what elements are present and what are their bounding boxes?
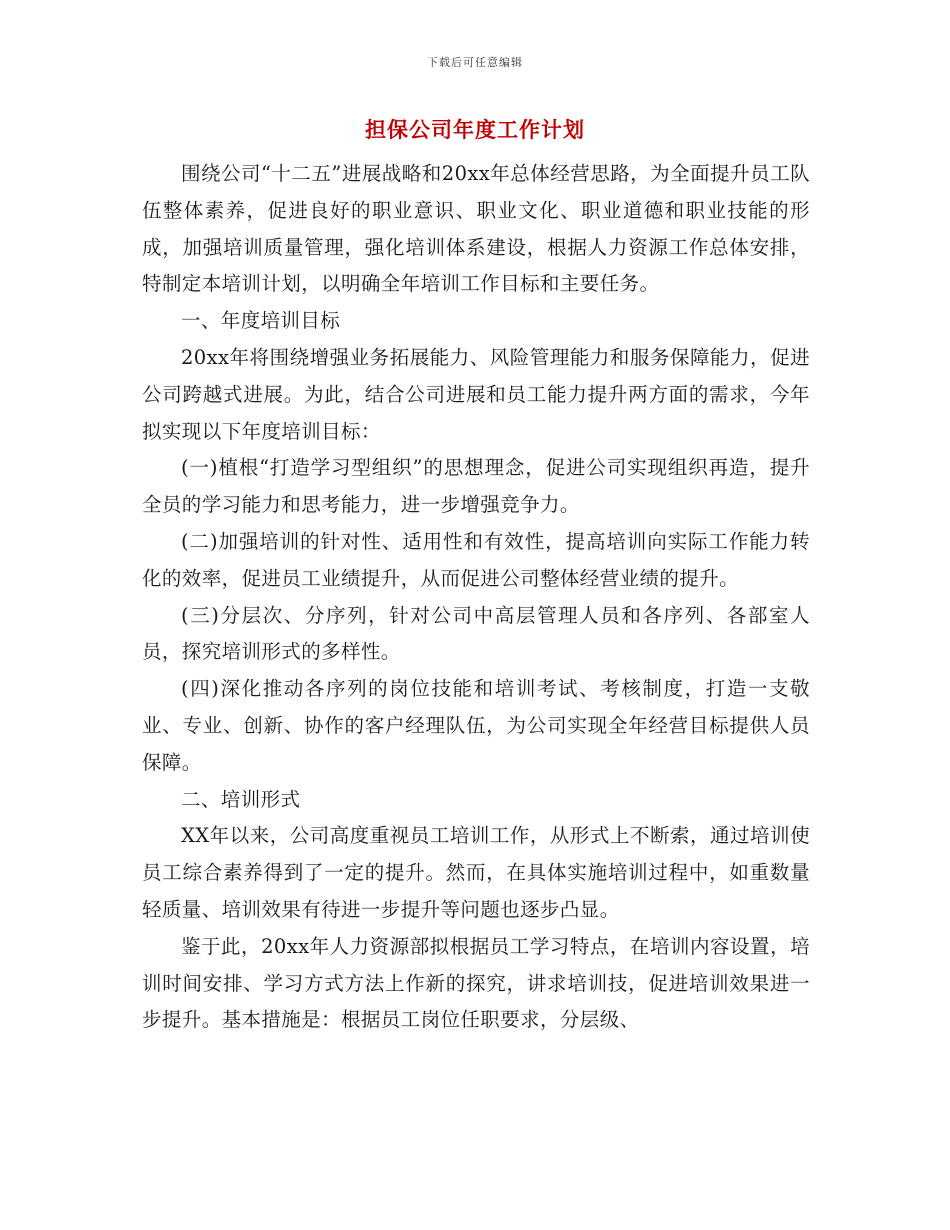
- paragraph-goal-4: (四)深化推动各序列的岗位技能和培训考试、考核制度，打造一支敬业、专业、创新、协作的客户经理队伍，为公司实现全年经营目标提供人员保障。: [142, 677, 810, 774]
- paragraph-goals-intro: 20xx年将围绕增强业务拓展能力、风险管理能力和服务保障能力，促进公司跨越式进展。为此，结合公司进展和员工能力提升两方面的需求，今年拟实现以下年度培训目标：: [142, 345, 810, 443]
- section-heading-goals: 一、年度培训目标: [181, 309, 341, 333]
- paragraph-forms-background: XX年以来，公司高度重视员工培训工作，从形式上不断索，通过培训使员工综合素养得到了一定的提升。然而，在具体实施培训过程中，如重数量轻质量、培训效果有待进一步提升等问题也逐步凸显。: [142, 824, 810, 921]
- paragraph-goal-2: (二)加强培训的针对性、适用性和有效性，提高培训向实际工作能力转化的效率，促进员工业绩提升，从而促进公司整体经营业绩的提升。: [142, 529, 810, 590]
- paragraph-goal-3: (三)分层次、分序列，针对公司中高层管理人员和各序列、各部室人员，探究培训形式的多样性。: [142, 603, 810, 664]
- section-heading-forms: 二、培训形式: [181, 787, 301, 811]
- paragraph-forms-measures: 鉴于此，20xx年人力资源部拟根据员工学习特点，在培训内容设置，培训时间安排、学习方式方法上作新的探究，讲求培训技，促进培训效果进一步提升。基本措施是：根据员工岗位任职要求，分层级、: [142, 934, 810, 1032]
- paragraph-intro: 围绕公司“十二五”进展战略和20xx年总体经营思路，为全面提升员工队伍整体素养，促进良好的职业意识、职业文化、职业道德和职业技能的形成，加强培训质量管理，强化培训体系建设，根据人力资源工作总体安排，特制定本培训计划，以明确全年培训工作目标和主要任务。: [142, 162, 810, 296]
- document-title: 担保公司年度工作计划: [365, 117, 585, 142]
- header-note: 下载后可任意编辑: [427, 56, 523, 69]
- document-body: [142, 156, 810, 1039]
- paragraph-goal-1: (一)植根“打造学习型组织”的思想理念，促进公司实现组织再造，提升全员的学习能力和思考能力，进一步增强竞争力。: [142, 456, 810, 517]
